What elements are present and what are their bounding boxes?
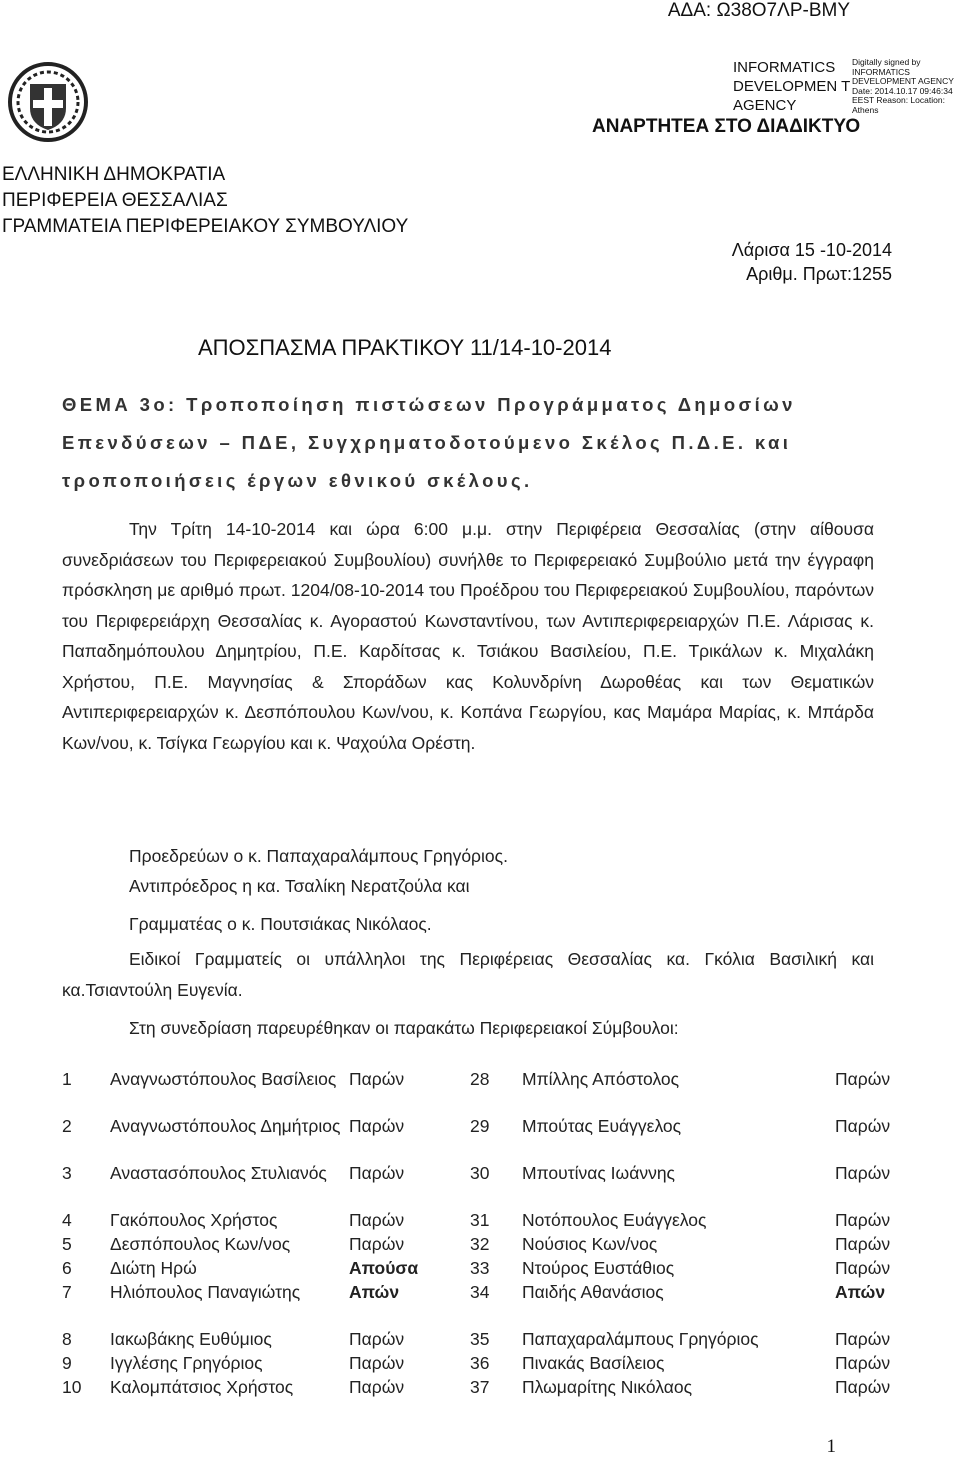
member-status: Παρών: [349, 1377, 405, 1397]
member-status: Παρών: [835, 1234, 891, 1254]
greek-coat-of-arms-icon: [8, 62, 88, 142]
member-number: 34: [470, 1282, 490, 1302]
member-number: 1: [62, 1069, 72, 1089]
signature-details: Digitally signed by INFORMATICS DEVELOPMENT AGENCY Date: 2014.10.17 09:46:34 EEST Reason: Location: Athens: [852, 57, 954, 115]
member-status: Παρών: [835, 1377, 891, 1397]
members-table: [62, 1068, 902, 1400]
member-status: Παρών: [835, 1353, 891, 1373]
member-name: Δεσπόπουλος Κων/νος: [110, 1234, 291, 1254]
member-name: Αναγνωστόπουλος Δημήτριος: [110, 1116, 341, 1136]
member-status: Παρών: [349, 1353, 405, 1373]
member-name: Παπαχαραλάμπους Γρηγόριος: [522, 1329, 759, 1349]
member-name: Γακόπουλος Χρήστος: [110, 1210, 278, 1230]
member-number: 4: [62, 1210, 72, 1230]
member-number: 7: [62, 1282, 72, 1302]
table-row: [62, 1162, 902, 1209]
member-name: Μπούτας Ευάγγελος: [522, 1116, 682, 1136]
vice-president-line: Αντιπρόεδρος η κα. Τσαλίκη Νερατζούλα και: [129, 876, 470, 896]
header-line-3: ΓΡΑΜΜΑΤΕΙΑ ΠΕΡΙΦΕΡΕΙΑΚΟΥ ΣΥΜΒΟΥΛΙΟΥ: [2, 216, 409, 237]
member-name: Μπίλλης Απόστολος: [522, 1069, 680, 1089]
member-number: 6: [62, 1258, 72, 1278]
thema-line-3: τροποποιήσεις έργων εθνικού σκέλους.: [62, 470, 533, 491]
member-status: Απούσα: [349, 1258, 419, 1278]
member-status: Παρών: [349, 1163, 405, 1183]
member-number: 2: [62, 1116, 72, 1136]
table-row: [62, 1352, 902, 1376]
member-name: Ηλιόπουλος Παναγιώτης: [110, 1282, 301, 1302]
member-number: 31: [470, 1210, 490, 1230]
president-line: Προεδρεύων ο κ. Παπαχαραλάμπους Γρηγόριος.: [129, 846, 508, 866]
member-status: Παρών: [349, 1234, 405, 1254]
table-row: [62, 1257, 902, 1281]
city-date: Λάρισα 15 -10-2014: [731, 240, 892, 260]
member-number: 8: [62, 1329, 72, 1349]
member-status: Παρών: [835, 1329, 891, 1349]
table-row: [62, 1328, 902, 1352]
table-row: [62, 1233, 902, 1257]
member-name: Παιδής Αθανάσιος: [522, 1282, 664, 1302]
member-number: 29: [470, 1116, 490, 1136]
page-number: 1: [826, 1436, 836, 1457]
thema-line-2: Επενδύσεων – ΠΔΕ, Συγχρηματοδοτούμενο Σκέλος Π.Δ.Ε. και: [62, 432, 792, 453]
member-number: 10: [62, 1377, 82, 1397]
ada-code: ΑΔΑ: Ω38Ο7ΛΡ-ΒΜΥ: [667, 0, 850, 21]
secretary-line: Γραμματέας ο κ. Πουτσιάκας Νικόλαος.: [129, 914, 432, 934]
protocol-number: Αριθμ. Πρωτ:1255: [746, 264, 892, 284]
member-name: Νούσιος Κων/νος: [522, 1234, 658, 1254]
attendance-intro: Στη συνεδρίαση παρευρέθηκαν οι παρακάτω Περιφερειακοί Σύμβουλοι:: [129, 1018, 679, 1038]
member-status: Απών: [349, 1282, 400, 1302]
member-name: Μπουτίνας Ιωάννης: [522, 1163, 675, 1183]
table-row: [62, 1115, 902, 1162]
table-row: [62, 1376, 902, 1400]
member-number: 33: [470, 1258, 490, 1278]
member-name: Πινακάς Βασίλειος: [522, 1353, 665, 1373]
member-name: Πλωμαρίτης Νικόλαος: [522, 1377, 693, 1397]
publish-notice: ΑΝΑΡΤΗΤΕΑ ΣΤΟ ΔΙΑΔΙΚΤΥΟ: [592, 116, 861, 137]
document-title: ΑΠΟΣΠΑΣΜΑ ΠΡΑΚΤΙΚΟΥ 11/14-10-2014: [198, 335, 612, 360]
member-number: 35: [470, 1329, 490, 1349]
header-line-1: ΕΛΛΗΝΙΚΗ ΔΗΜΟΚΡΑΤΙΑ: [2, 164, 226, 185]
body-paragraph: [62, 514, 874, 758]
member-name: Νοτόπουλος Ευάγγελος: [522, 1210, 707, 1230]
member-name: Διώτη Ηρώ: [110, 1258, 197, 1278]
member-name: Ιγγλέσης Γρηγόριος: [110, 1353, 263, 1373]
member-number: 30: [470, 1163, 490, 1183]
member-status: Παρών: [349, 1210, 405, 1230]
member-status: Παρών: [835, 1116, 891, 1136]
table-row: [62, 1281, 902, 1328]
member-number: 3: [62, 1163, 72, 1183]
body-text: Την Τρίτη 14-10-2014 και ώρα 6:00 μ.μ. στην Περιφέρεια Θεσσαλίας (στην αίθουσα συνεδριάσεων του Περιφερειακού Συμβουλίου) συνήλθε το Περιφερειακό Συμβούλιο μετά την έγγραφη πρόσκληση με αριθμό πρωτ. 1204/08-10-2014 του Προέδρου του Περιφερειακού Συμβουλίου, παρόντων του Περιφερειάρχη Θεσσαλίας κ. Αγοραστού Κωνσταντίνου, των Αντιπεριφερειαρχών Π.Ε. Λάρισας κ. Παπαδημόπουλου Δημητρίου, Π.Ε. Καρδίτσας κ. Τσιάκου Βασιλείου, Π.Ε. Τρικάλων κ. Μιχαλάκη Χρήστου, Π.Ε. Μαγνησίας & Σποράδων κας Κολυνδρίνη Δωροθέας και των Θεματικών Αντιπεριφερειαρχών κ. Δεσπόπουλου Κων/νου, κ. Κοπάνα Γεωργίου, κας Μαμάρα Μαρίας, κ. Μπάρδα Κων/νου, κ. Τσίγκα Γεωργίου και κ. Ψαχούλα Ορέστη.: [62, 519, 874, 753]
member-status: Παρών: [349, 1116, 405, 1136]
member-status: Παρών: [835, 1163, 891, 1183]
special-secretaries-paragraph: [62, 944, 874, 1005]
member-number: 36: [470, 1353, 490, 1373]
member-status: Παρών: [349, 1329, 405, 1349]
member-status: Παρών: [835, 1210, 891, 1230]
member-status: Παρών: [349, 1069, 405, 1089]
member-name: Ντούρος Ευστάθιος: [522, 1258, 675, 1278]
member-name: Αναστασόπουλος Στυλιανός: [110, 1163, 327, 1183]
member-status: Παρών: [835, 1258, 891, 1278]
table-row: [62, 1068, 902, 1115]
special-secretaries-text: Ειδικοί Γραμματείς οι υπάλληλοι της Περιφέρειας Θεσσαλίας κα. Γκόλια Βασιλική και κα.Τσιαντούλη Ευγενία.: [62, 949, 874, 1000]
table-row: [62, 1209, 902, 1233]
member-name: Αναγνωστόπουλος Βασίλειος: [110, 1069, 337, 1089]
header-line-2: ΠΕΡΙΦΕΡΕΙΑ ΘΕΣΣΑΛΙΑΣ: [2, 190, 228, 211]
member-number: 9: [62, 1353, 72, 1373]
member-name: Καλομπάτσιος Χρήστος: [110, 1377, 294, 1397]
thema-line-1: ΘΕΜΑ 3ο: Τροποποίηση πιστώσεων Προγράμματος Δημοσίων: [62, 394, 796, 415]
member-number: 37: [470, 1377, 490, 1397]
member-status: Απών: [835, 1282, 886, 1302]
member-name: Ιακωβάκης Ευθύμιος: [110, 1329, 272, 1349]
signature-org: INFORMATICS DEVELOPMEN T AGENCY: [733, 59, 850, 114]
member-number: 32: [470, 1234, 490, 1254]
member-status: Παρών: [835, 1069, 891, 1089]
member-number: 5: [62, 1234, 72, 1254]
member-number: 28: [470, 1069, 490, 1089]
